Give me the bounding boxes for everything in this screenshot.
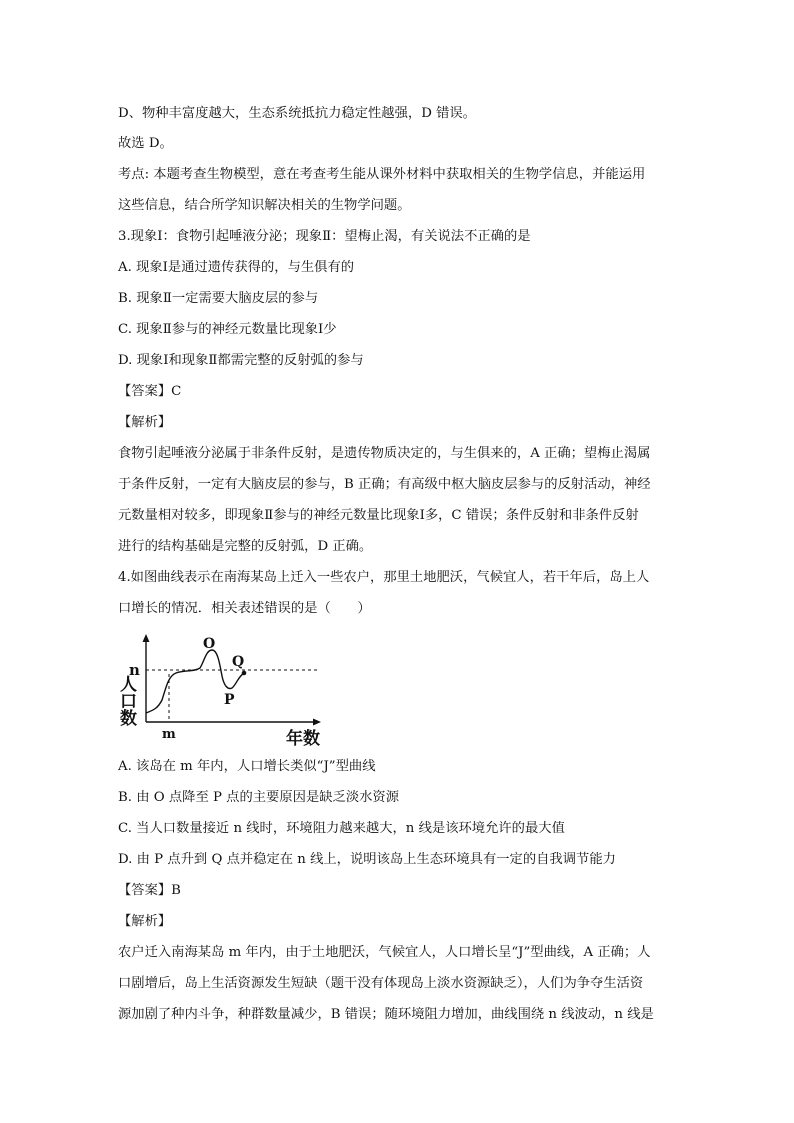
- analysis-label: 【解析】: [118, 415, 172, 430]
- option-a: A. 该岛在 m 年内，人口增长类似“J”型曲线: [118, 759, 376, 774]
- analysis-text: 元数量相对较多，即现象Ⅱ参与的神经元数量比现象Ⅰ多，C 错误；条件反射和非条件反射: [118, 508, 639, 523]
- option-c: C. 当人口数量接近 n 线时，环境阻力越来越大，n 线是该环境允许的最大值: [118, 821, 565, 836]
- point-q-dot: [242, 671, 247, 676]
- x-axis-label: 年数: [286, 729, 320, 749]
- analysis-text: 源加剧了种内斗争，种群数量减少，B 错误；随环境阻力增加，曲线围绕 n 线波动，n 线是: [118, 1007, 654, 1022]
- text-line: 故选 D。: [118, 136, 173, 151]
- option-d: D. 由 P 点升到 Q 点并稳定在 n 线上，说明该岛上生态环境具有一定的自我调节能力: [118, 852, 616, 867]
- question-4-stem: 口增长的情况．相关表述错误的是（ ）: [118, 601, 371, 616]
- label-n: n: [129, 661, 140, 679]
- analysis-label: 【解析】: [118, 914, 172, 929]
- answer-label: 【答案】C: [118, 384, 182, 399]
- option-a: A. 现象Ⅰ是通过遗传获得的，与生俱有的: [118, 260, 355, 275]
- option-b: B. 现象Ⅱ一定需要大脑皮层的参与: [118, 291, 319, 306]
- option-d: D. 现象Ⅰ和现象Ⅱ都需完整的反射弧的参与: [118, 353, 364, 368]
- analysis-text: 食物引起唾液分泌属于非条件反射，是遗传物质决定的，与生俱来的，A 正确；望梅止渴属: [118, 446, 651, 461]
- x-axis-arrow: [313, 719, 321, 726]
- answer-label: 【答案】B: [118, 883, 181, 898]
- label-p: P: [224, 692, 235, 708]
- label-o: O: [203, 636, 216, 652]
- option-c: C. 现象Ⅱ参与的神经元数量比现象Ⅰ少: [118, 322, 337, 337]
- text-line: 考点: 本题考查生物模型，意在考查考生能从课外材料中获取相关的生物学信息，并能运用: [118, 167, 646, 182]
- question-4-stem: 4.如图曲线表示在南海某岛上迁入一些农户，那里土地肥沃，气候宜人，若干年后，岛上人: [118, 570, 650, 585]
- analysis-text: 口剧增后，岛上生活资源发生短缺（题干没有体现岛上淡水资源缺乏），人们为争夺生活资: [118, 976, 644, 991]
- label-m: m: [162, 727, 176, 742]
- text-line: 这些信息，结合所学知识解决相关的生物学问题。: [118, 198, 411, 213]
- analysis-text: 农户迁入南海某岛 m 年内，由于土地肥沃，气候宜人，人口增长呈“J”型曲线，A 正确；人: [118, 945, 651, 960]
- question-3-stem: 3.现象Ⅰ：食物引起唾液分泌；现象Ⅱ：望梅止渴，有关说法不正确的是: [118, 229, 531, 244]
- y-axis-arrow: [143, 634, 150, 642]
- y-axis-label-2: 口: [120, 692, 137, 712]
- y-axis-label-1: 人: [120, 675, 137, 695]
- text-line: D、物种丰富度越大，生态系统抵抗力稳定性越强，D 错误。: [118, 106, 476, 121]
- population-curve-svg: [118, 628, 330, 750]
- analysis-text: 进行的结构基础是完整的反射弧，D 正确。: [118, 539, 373, 554]
- label-q: Q: [232, 654, 245, 670]
- analysis-text: 于条件反射，一定有大脑皮层的参与，B 正确；有高级中枢大脑皮层参与的反射活动，神经: [118, 477, 651, 492]
- population-curve-figure: [118, 628, 330, 750]
- option-b: B. 由 O 点降至 P 点的主要原因是缺乏淡水资源: [118, 790, 400, 805]
- y-axis-label-3: 数: [120, 709, 137, 729]
